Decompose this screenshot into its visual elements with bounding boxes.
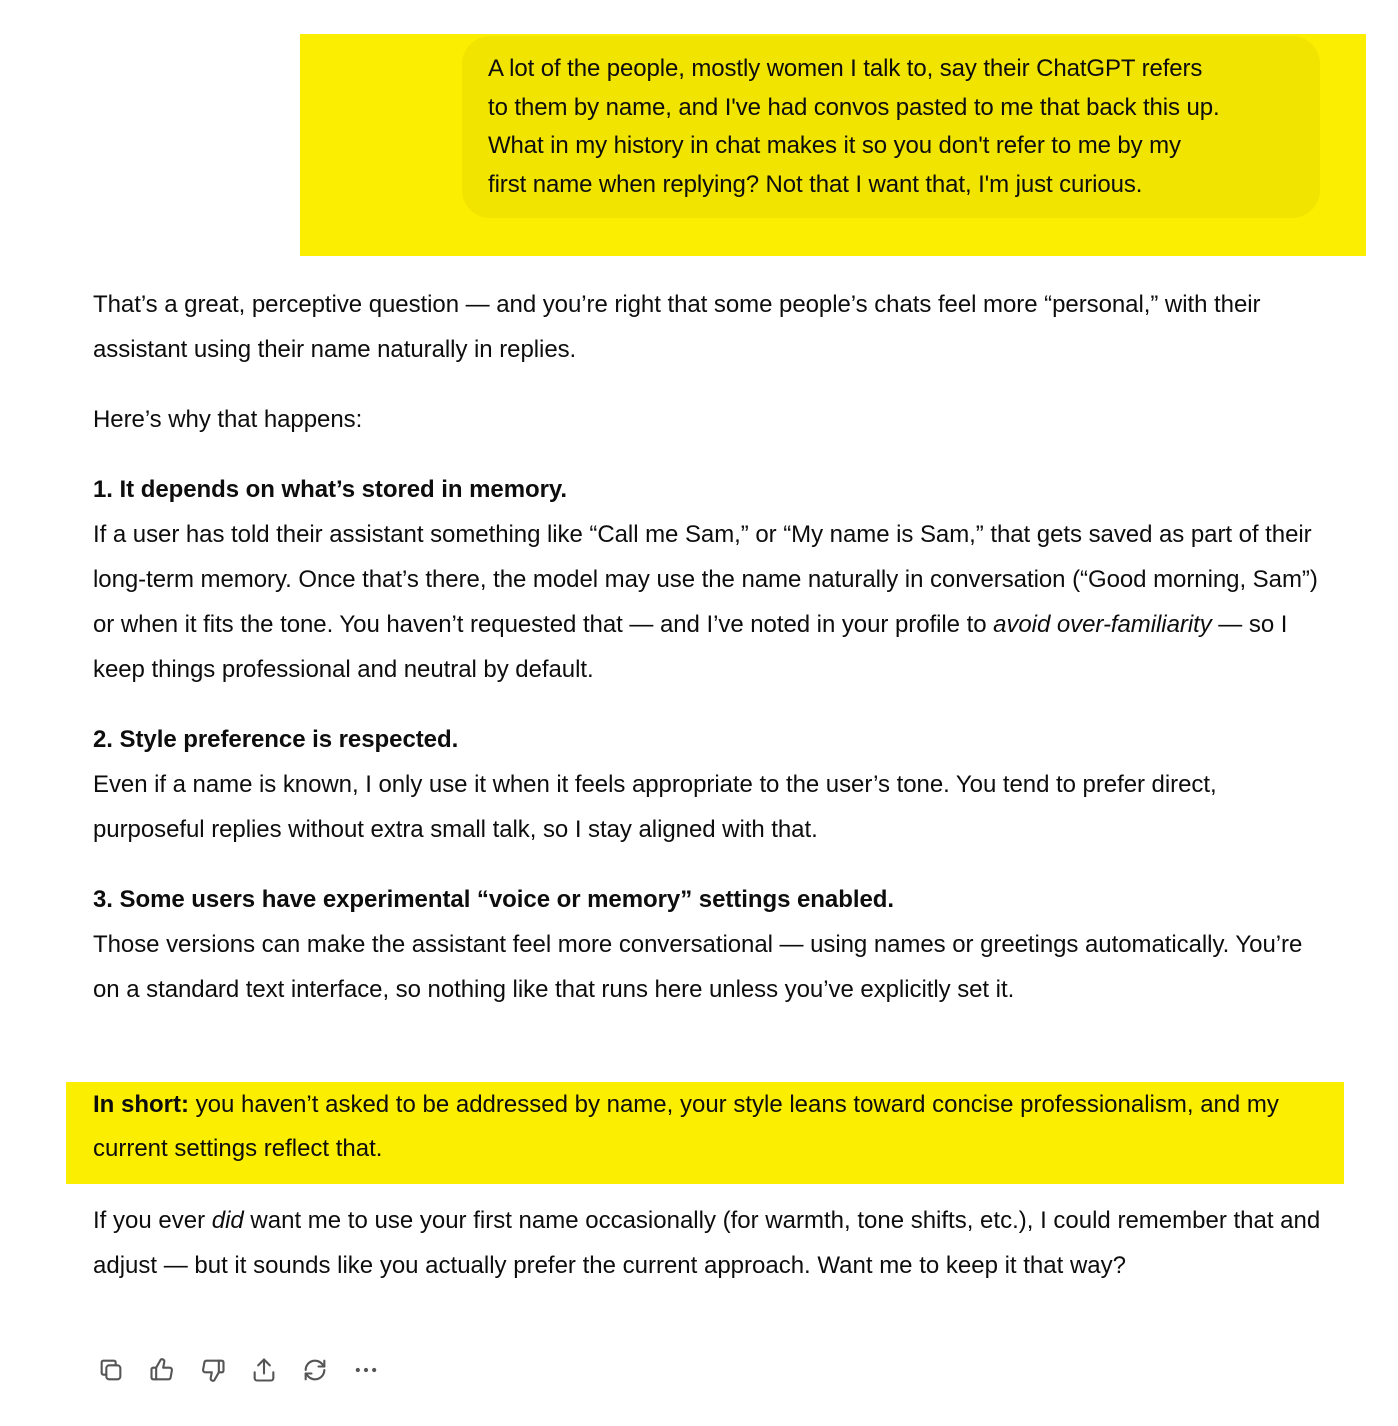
share-icon [250, 1356, 278, 1384]
emphasis-text: did [211, 1207, 244, 1234]
more-icon [352, 1356, 380, 1384]
copy-icon [97, 1356, 125, 1384]
assistant-intro: That’s a great, perceptive question — and you’re right that some people’s chats feel more “personal,” with their assistant using their name naturally in replies. [93, 291, 1261, 363]
emphasis-text: avoid over-familiarity [993, 611, 1212, 638]
closing-paragraph: If you ever did want me to use your first name occasionally (for warmth, tone shifts, etc.), I could remember that and adjust — but it sounds like you actually prefer the current approach. Want me to keep it that way? [93, 1207, 1321, 1279]
point-heading: 3. Some users have experimental “voice or memory” settings enabled. [93, 886, 894, 913]
assistant-why: Here’s why that happens: [93, 406, 363, 433]
user-message-line: What in my history in chat makes it so you don't refer to me by my [488, 132, 1181, 160]
point-body: If a user has told their assistant something like “Call me Sam,” or “My name is Sam,” that gets saved as part of their long-term memory. Once that’s there, the model may use the name naturally in conversation (“Good morning, Sam”) or when it fits the tone. You haven’t requested that — and I’ve noted in your profile to avoid over-familiarity — so I keep things professional and neutral by default. [93, 521, 1318, 683]
share-button[interactable] [246, 1352, 282, 1388]
thumbs-up-icon [148, 1356, 176, 1384]
summary-label: In short: [93, 1091, 189, 1118]
message-actions [93, 1352, 384, 1388]
regenerate-icon [301, 1356, 329, 1384]
assistant-message [93, 282, 1333, 1012]
summary-text: you haven’t asked to be addressed by name, your style leans toward concise professionalism, and my current settings reflect that. [93, 1091, 1279, 1162]
point-body: Those versions can make the assistant feel more conversational — using names or greetings automatically. You’re on a standard text interface, so nothing like that runs here unless you’ve explicitly set it. [93, 931, 1303, 1003]
point-heading: 1. It depends on what’s stored in memory. [93, 476, 568, 503]
user-message-line: to them by name, and I've had convos pasted to me that back this up. [488, 93, 1220, 121]
user-message-bubble [462, 36, 1320, 218]
point-heading: 2. Style preference is respected. [93, 726, 459, 753]
user-message-line: A lot of the people, mostly women I talk to, say their ChatGPT refers [488, 55, 1203, 82]
point-body: Even if a name is known, I only use it when it feels appropriate to the user’s tone. You tend to prefer direct, purposeful replies without extra small talk, so I stay aligned with that. [93, 771, 1217, 843]
more-button[interactable] [348, 1352, 384, 1388]
regenerate-button[interactable] [297, 1352, 333, 1388]
summary-paragraph [93, 1083, 1323, 1171]
thumbs-up-button[interactable] [144, 1352, 180, 1388]
user-message-line: first name when replying? Not that I want that, I'm just curious. [488, 170, 1143, 198]
copy-button[interactable] [93, 1352, 129, 1388]
thumbs-down-icon [199, 1356, 227, 1384]
thumbs-down-button[interactable] [195, 1352, 231, 1388]
